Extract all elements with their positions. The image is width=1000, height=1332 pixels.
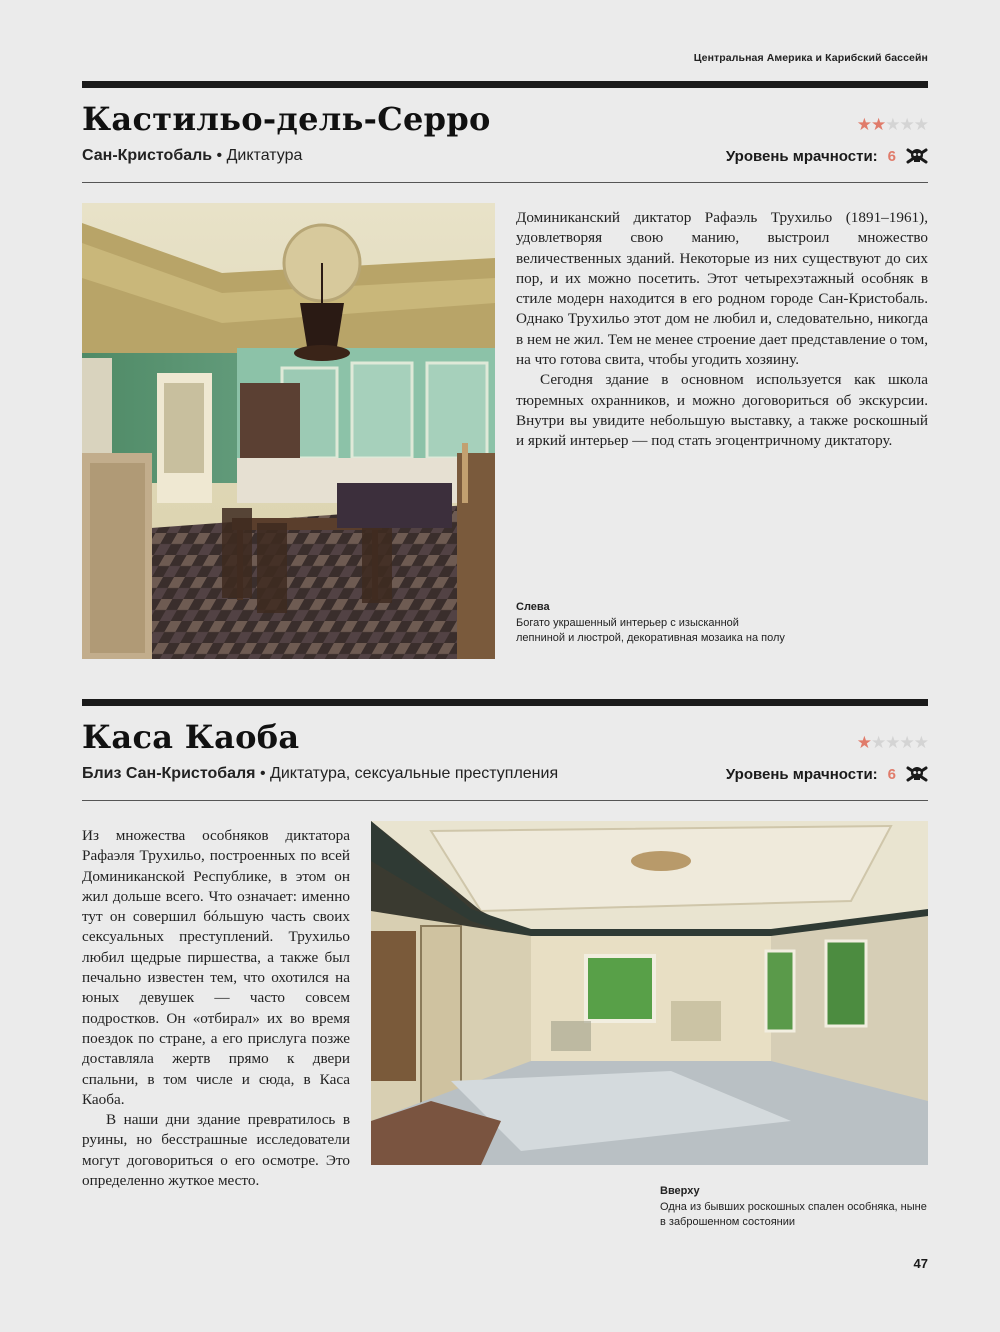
gloom-label: Уровень мрачности:: [725, 765, 878, 783]
star-empty-icon: ★: [885, 115, 900, 134]
entry-subtitle: [82, 765, 558, 783]
photo-caption: [516, 600, 786, 647]
star-empty-icon: ★: [885, 733, 900, 752]
gloom-level: [726, 147, 928, 165]
abandoned-room-photo: [371, 821, 928, 1165]
entry-category: Диктатура, сексуальные преступления: [270, 765, 559, 782]
page-number: 47: [913, 1256, 928, 1271]
star-empty-icon: ★: [913, 733, 928, 752]
caption-title: Слева: [516, 601, 550, 613]
entry-body: [82, 826, 350, 1191]
interior-photo: [82, 203, 495, 659]
entry-subtitle: [82, 147, 302, 165]
subtitle-separator: •: [255, 765, 270, 782]
entry-location: Сан-Кристобаль: [82, 147, 213, 164]
subtitle-separator: •: [212, 147, 227, 164]
skull-crossbones-icon: [906, 765, 928, 783]
body-paragraph: Сегодня здание в основном используется как школа тюремных охранников, и можно договориться об экскурсии. Внутри вы увидите небольшую выставку, а также роскошный и яркий интерьер — под стать эгоцентричному диктатору.: [516, 371, 928, 450]
star-empty-icon: ★: [913, 115, 928, 134]
star-filled-icon: ★: [871, 115, 886, 134]
section-rule: [82, 81, 928, 88]
gloom-label: Уровень мрачности:: [725, 147, 878, 165]
star-filled-icon: ★: [856, 115, 871, 134]
entry-category: Диктатура: [226, 147, 303, 164]
section-rule: [82, 699, 928, 706]
body-paragraph: Из множества особняков диктатора Рафаэля Трухильо, построенных по всей Доминиканской Республике, в этом он жил дольше всего. Что означает: именно тут он совершил бóльшую часть своих сексуальных преступлений. Трухильо любил щедрые пиршества, а также был печально известен тем, что охотился на юных девушек — часто совсем подростков. Он «отбирал» их во время поездок по стране, а его прислуга позже доставляла жертв прямо к двери спальни, в том числе и сюда, в Каса Каоба.: [82, 827, 350, 1108]
star-empty-icon: ★: [899, 733, 914, 752]
skull-crossbones-icon: [906, 147, 928, 165]
photo-caption: [660, 1184, 928, 1231]
body-paragraph: В наши дни здание превратилось в руины, но бесстрашные исследователи могут договориться о его осмотре. Это определенно жуткое место.: [82, 1111, 350, 1190]
gloom-value: 6: [887, 765, 896, 783]
rating-stars: [857, 733, 928, 753]
rating-stars: [857, 115, 928, 135]
gloom-value: 6: [887, 147, 896, 165]
star-empty-icon: ★: [871, 733, 886, 752]
entry-location: Близ Сан-Кристобаля: [82, 765, 256, 782]
entry-title: Кастильо-дель-Серро: [82, 100, 491, 138]
star-filled-icon: ★: [856, 733, 871, 752]
caption-text: Богато украшенный интерьер с изысканной лепниной и люстрой, декоративная мозаика на полу: [516, 616, 785, 644]
header-divider: [82, 182, 928, 183]
running-head: Центральная Америка и Карибский бассейн: [693, 52, 928, 64]
star-empty-icon: ★: [899, 115, 914, 134]
header-divider: [82, 800, 928, 801]
entry-body: [516, 208, 928, 452]
caption-title: Вверху: [660, 1185, 700, 1197]
entry-title: Каса Каоба: [82, 718, 300, 756]
caption-text: Одна из бывших роскошных спален особняка, ныне в заброшенном состоянии: [660, 1200, 927, 1228]
body-paragraph: Доминиканский диктатор Рафаэль Трухильо (1891–1961), удовлетворяя свою манию, выстроил множество величественных зданий. Некоторые из них существуют до сих пор, и их можно посетить. Этот четырехэтажный особняк в стиле модерн находится в его родном городе Сан-Кристобаль. Однако Трухильо этот дом не любил и, следовательно, никогда в нем не жил. Тем не менее строение дает представление о том, на что готова свита, чтобы угодить хозяину.: [516, 209, 929, 369]
gloom-level: [726, 765, 928, 783]
